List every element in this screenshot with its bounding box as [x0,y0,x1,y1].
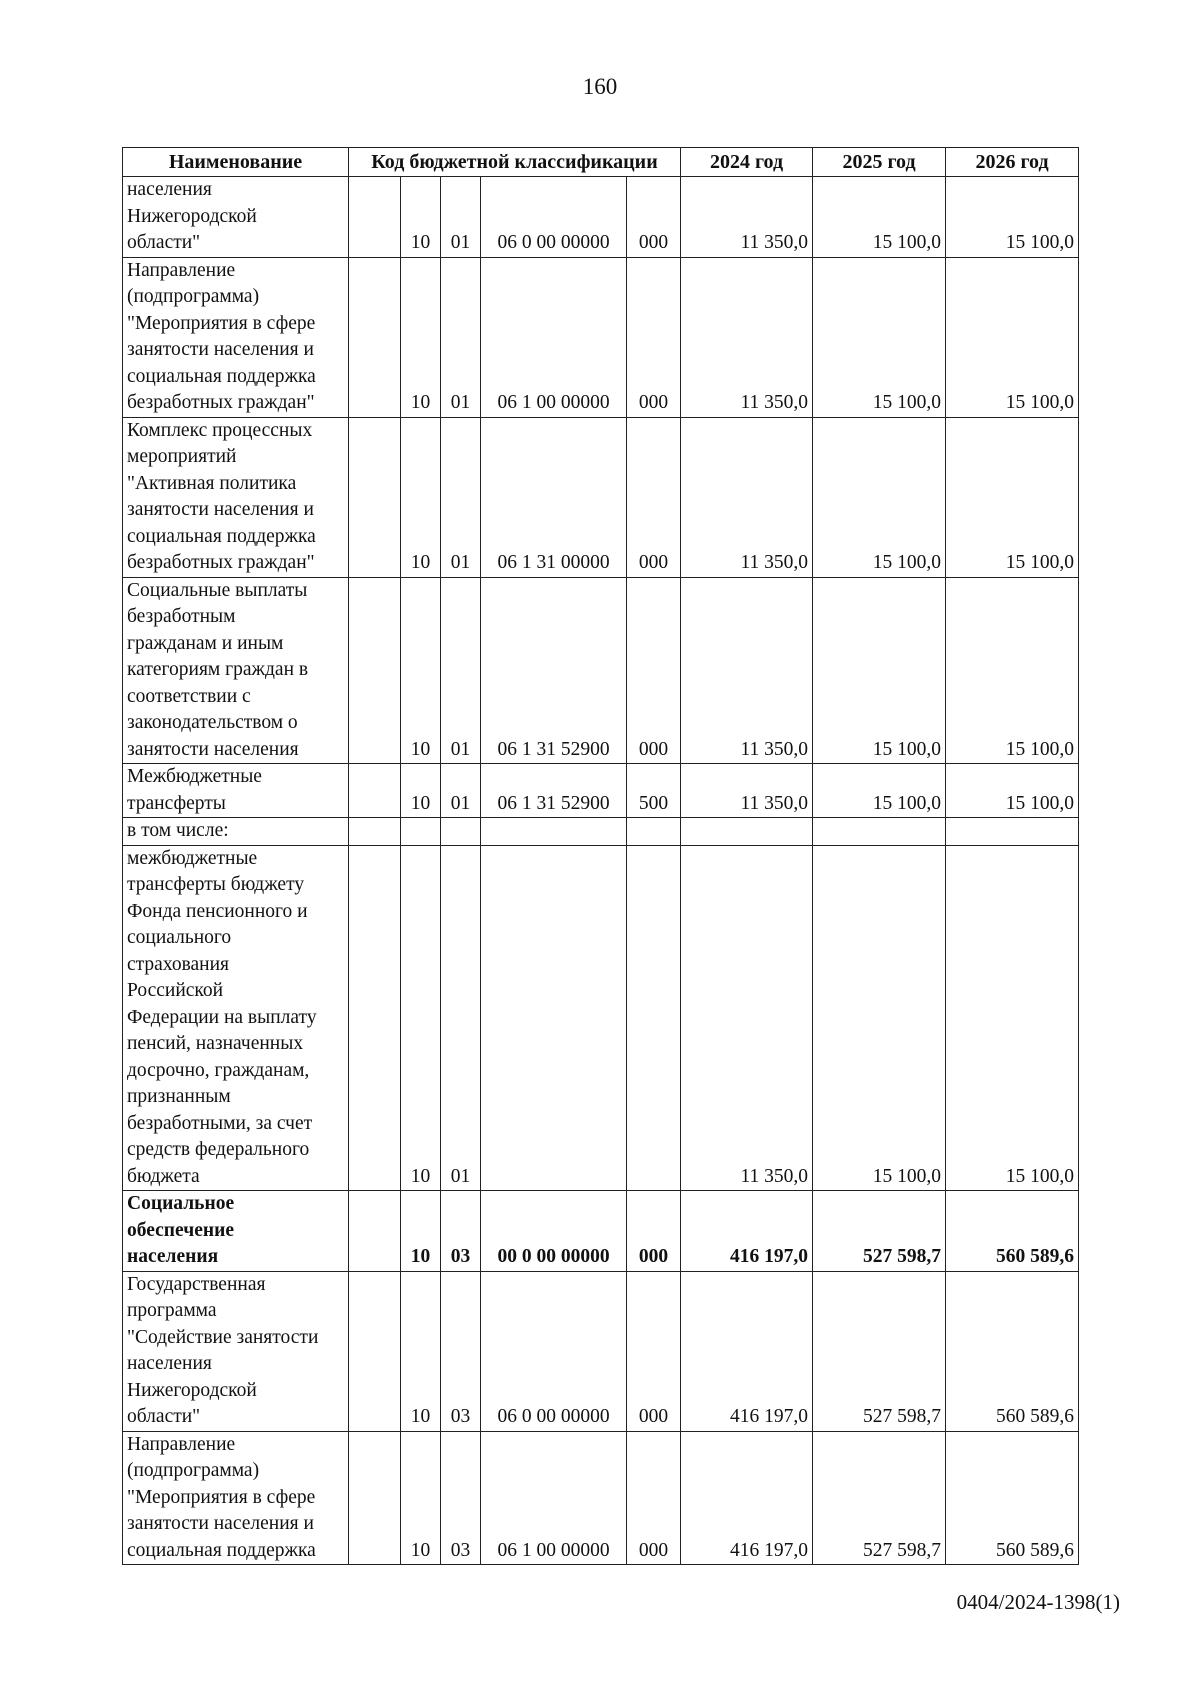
cell-y2025: 527 598,7 [813,1431,946,1565]
cell-empty [349,1271,401,1431]
row-name: Направление (подпрограмма) "Мероприятия в сфере занятости населения и социальная поддержка [123,1431,349,1565]
row-name: Направление (подпрограмма) "Мероприятия в сфере занятости населения и социальная поддержка безработных граждан" [123,257,349,417]
cell-y2024: 11 350,0 [681,257,813,417]
cell-sub: 01 [441,417,481,577]
cell-kind [627,845,681,1191]
cell-sub: 01 [441,845,481,1191]
row-name: Государственная программа "Содействие занятости населения Нижегородской области" [123,1271,349,1431]
cell-sec: 10 [401,257,441,417]
cell-y2026: 15 100,0 [946,577,1079,764]
cell-sub: 01 [441,257,481,417]
row-name: в том числе: [123,818,349,846]
cell-y2025: 15 100,0 [813,177,946,258]
cell-kind: 000 [627,577,681,764]
cell-kind: 000 [627,1191,681,1272]
cell-target [481,845,627,1191]
page-number: 160 [582,74,618,99]
cell-y2026: 15 100,0 [946,764,1079,818]
cell-kind: 000 [627,1271,681,1431]
cell-target: 06 1 00 00000 [481,1431,627,1565]
row-name: Межбюджетные трансферты [123,764,349,818]
cell-sec: 10 [401,1191,441,1272]
cell-target: 06 1 31 52900 [481,764,627,818]
cell-sub: 01 [441,764,481,818]
cell-y2026 [946,818,1079,846]
cell-y2024: 416 197,0 [681,1271,813,1431]
cell-y2026: 560 589,6 [946,1191,1079,1272]
cell-y2026: 560 589,6 [946,1431,1079,1565]
cell-kind: 000 [627,257,681,417]
cell-target [481,818,627,846]
cell-y2025: 527 598,7 [813,1191,946,1272]
table-row [123,845,1079,1191]
header-2025: 2025 год [813,148,946,177]
cell-y2024: 416 197,0 [681,1191,813,1272]
table-row [123,1191,1079,1272]
table-row [123,177,1079,258]
cell-target: 06 1 00 00000 [481,257,627,417]
document-id: 0404/2024-1398(1) [956,1590,1120,1614]
cell-sec [401,818,441,846]
cell-sec: 10 [401,1271,441,1431]
cell-y2026: 560 589,6 [946,1271,1079,1431]
cell-y2024: 11 350,0 [681,577,813,764]
table-row [123,1431,1079,1565]
table-row [123,818,1079,846]
cell-target: 00 0 00 00000 [481,1191,627,1272]
table-row [123,257,1079,417]
cell-y2026: 15 100,0 [946,257,1079,417]
cell-y2025: 15 100,0 [813,417,946,577]
cell-y2025: 15 100,0 [813,577,946,764]
cell-sec: 10 [401,1431,441,1565]
header-2024: 2024 год [681,148,813,177]
cell-y2026: 15 100,0 [946,177,1079,258]
table-row [123,577,1079,764]
cell-y2024 [681,818,813,846]
cell-kind: 000 [627,417,681,577]
cell-empty [349,1431,401,1565]
cell-empty [349,177,401,258]
cell-y2024: 11 350,0 [681,845,813,1191]
cell-y2025: 15 100,0 [813,764,946,818]
row-name: Комплекс процессных мероприятий "Активная политика занятости населения и социальная поддержка безработных граждан" [123,417,349,577]
table-row [123,764,1079,818]
cell-sub [441,818,481,846]
cell-y2025: 527 598,7 [813,1271,946,1431]
cell-sub: 01 [441,577,481,764]
cell-sec: 10 [401,577,441,764]
table-header-row [123,148,1079,177]
cell-empty [349,257,401,417]
cell-target: 06 1 31 00000 [481,417,627,577]
cell-y2024: 11 350,0 [681,177,813,258]
cell-y2025 [813,818,946,846]
cell-empty [349,764,401,818]
row-name: Социальное обеспечение населения [123,1191,349,1272]
cell-y2025: 15 100,0 [813,845,946,1191]
cell-sub: 03 [441,1431,481,1565]
cell-sec: 10 [401,417,441,577]
cell-kind: 000 [627,1431,681,1565]
budget-table [122,147,1079,1565]
cell-sec: 10 [401,177,441,258]
cell-y2026: 15 100,0 [946,845,1079,1191]
header-2026: 2026 год [946,148,1079,177]
cell-target: 06 1 31 52900 [481,577,627,764]
cell-kind: 500 [627,764,681,818]
cell-empty [349,1191,401,1272]
cell-y2024: 11 350,0 [681,417,813,577]
row-name: Социальные выплаты безработным гражданам и иным категориям граждан в соответствии с законодательством о занятости населения [123,577,349,764]
cell-empty [349,417,401,577]
cell-empty [349,845,401,1191]
cell-empty [349,577,401,764]
cell-sub: 03 [441,1271,481,1431]
cell-y2024: 11 350,0 [681,764,813,818]
cell-kind: 000 [627,177,681,258]
cell-y2025: 15 100,0 [813,257,946,417]
header-name: Наименование [123,148,349,177]
cell-y2026: 15 100,0 [946,417,1079,577]
cell-target: 06 0 00 00000 [481,1271,627,1431]
row-name: межбюджетные трансферты бюджету Фонда пенсионного и социального страхования Российской Федерации на выплату пенсий, назначенных досрочно, гражданам, признанным безработными, за счет средств федерального бюджета [123,845,349,1191]
table-row [123,417,1079,577]
table-row [123,1271,1079,1431]
cell-sub: 03 [441,1191,481,1272]
cell-target: 06 0 00 00000 [481,177,627,258]
cell-empty [349,818,401,846]
row-name: населения Нижегородской области" [123,177,349,258]
cell-sec: 10 [401,764,441,818]
header-budget-code: Код бюджетной классификации [349,148,681,177]
cell-sub: 01 [441,177,481,258]
cell-kind [627,818,681,846]
cell-y2024: 416 197,0 [681,1431,813,1565]
cell-sec: 10 [401,845,441,1191]
